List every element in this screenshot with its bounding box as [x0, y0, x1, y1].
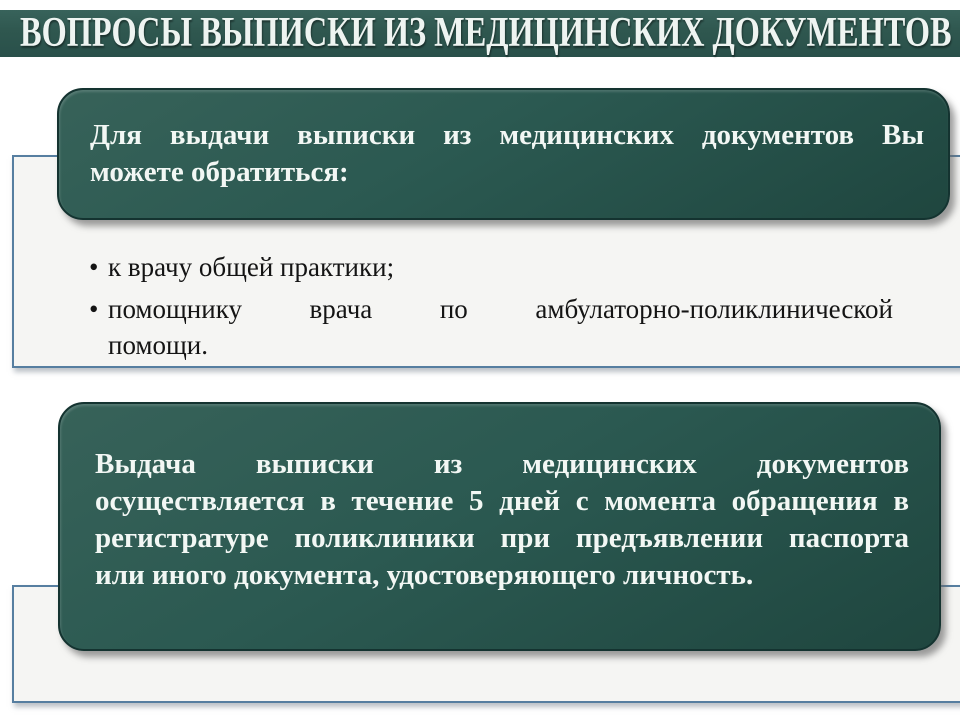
callout-line: можете обратиться:: [90, 156, 349, 188]
callout-text: [60, 404, 939, 594]
callout-how-to-obtain: [57, 88, 950, 220]
slide-title: ВОПРОСЫ ВЫПИСКИ ИЗ МЕДИЦИНСКИХ ДОКУМЕНТОВ: [20, 10, 952, 56]
bullet-dot-icon: [89, 291, 98, 327]
referral-options-list: [87, 249, 893, 363]
list-item-line: помощи.: [108, 330, 209, 360]
callout-line: Выдача выписки из медицинских документов: [95, 448, 909, 480]
list-item-text: [108, 249, 893, 285]
list-item-line: к врачу общей практики;: [108, 252, 395, 282]
callout-line: Для выдачи выписки из медицинских документов Вы: [90, 119, 924, 151]
callout-issuance-terms: [58, 402, 941, 651]
list-item: [87, 291, 893, 363]
bullet-dot-icon: [89, 249, 98, 285]
list-item: [87, 249, 893, 285]
list-item-line: помощнику врача по амбулаторно-поликлинической: [108, 294, 893, 324]
list-item-text: [108, 291, 893, 363]
title-bar: [0, 10, 960, 57]
callout-line: регистратуре поликлиники при предъявлении паспорта: [95, 522, 909, 554]
callout-line: или иного документа, удостоверяющего личность.: [95, 559, 754, 591]
callout-line: осуществляется в течение 5 дней с момента обращения в: [95, 485, 909, 517]
callout-text: [59, 90, 948, 191]
